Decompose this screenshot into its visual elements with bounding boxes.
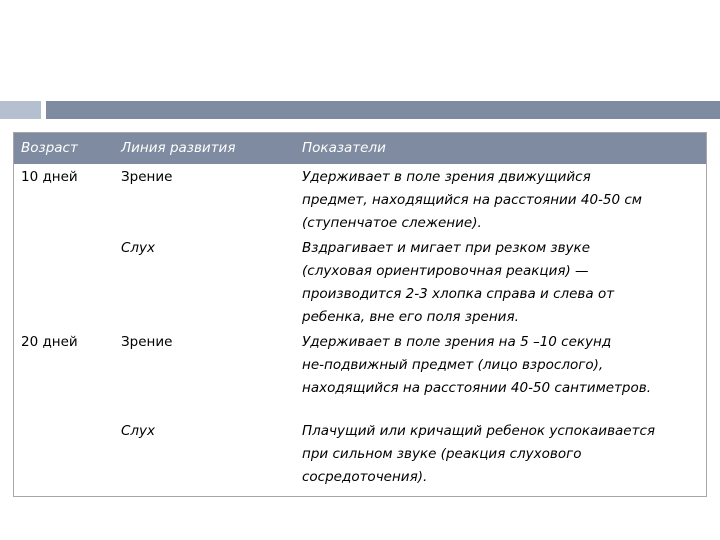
row-2-indicator-line-2: (слуховая ориентировочная реакция) —	[302, 263, 589, 279]
row-3-indicator	[302, 331, 702, 400]
row-2-indicator	[302, 237, 702, 329]
row-2-indicator-line-4: ребенка, вне его поля зрения.	[302, 309, 519, 325]
header-indicators: Показатели	[302, 140, 386, 156]
header-line: Линия развития	[121, 140, 236, 156]
row-2-indicator-line-3: производится 2-3 хлопка справа и слева от	[302, 286, 615, 302]
row-2-line: Слух	[121, 240, 156, 256]
table-header-row	[14, 133, 706, 164]
decor-bar-right	[46, 101, 720, 119]
row-3-age: 20 дней	[21, 334, 78, 350]
decor-bar-left	[0, 101, 41, 119]
row-1-indicator	[302, 166, 702, 235]
row-1-indicator-line-2: предмет, находящийся на расстоянии 40-50 см	[302, 192, 642, 208]
row-3-indicator-line-2: не-подвижный предмет (лицо взрослого),	[302, 357, 604, 373]
header-age: Возраст	[21, 140, 78, 156]
development-table	[13, 132, 707, 497]
row-1-indicator-line-1: Удерживает в поле зрения движущийся	[302, 169, 591, 185]
row-1-line: Зрение	[121, 169, 173, 185]
row-3-indicator-line-1: Удерживает в поле зрения на 5 –10 секунд	[302, 334, 612, 350]
row-4-indicator-line-1: Плачущий или кричащий ребенок успокаивается	[302, 423, 656, 439]
row-4-indicator-line-3: сосредоточения).	[302, 469, 428, 485]
row-2-indicator-line-1: Вздрагивает и мигает при резком звуке	[302, 240, 591, 256]
row-1-indicator-line-3: (ступенчатое слежение).	[302, 215, 482, 231]
row-4-indicator-line-2: при сильном звуке (реакция слухового	[302, 446, 582, 462]
row-1-age: 10 дней	[21, 169, 78, 185]
row-3-line: Зрение	[121, 334, 173, 350]
row-3-indicator-line-3: находящийся на расстоянии 40-50 сантиметров.	[302, 380, 651, 396]
row-4-indicator	[302, 420, 702, 489]
row-4-line: Слух	[121, 423, 156, 439]
